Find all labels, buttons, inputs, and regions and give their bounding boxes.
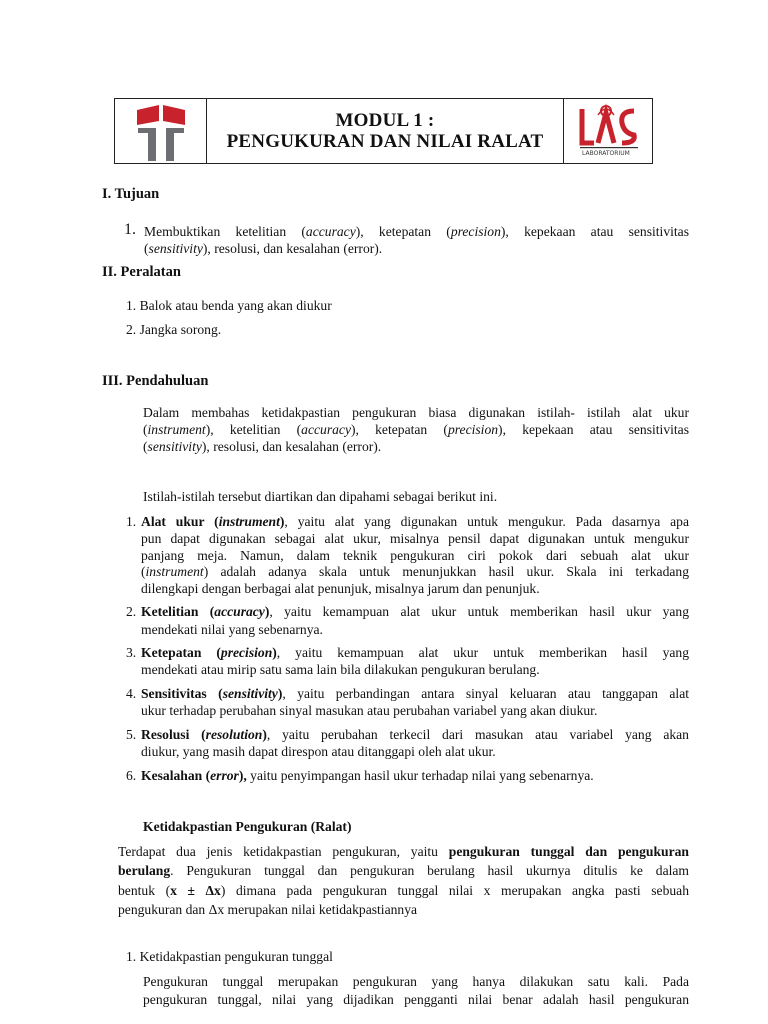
ralat-sub1-line2: pengukuran tunggal, nilai yang dijadikan pengganti nilai benar adalah hasil pengukuran: [143, 992, 689, 1007]
lab-logo-cell: [563, 99, 652, 163]
def2-line2: mendekati nilai yang sebenarnya.: [141, 622, 323, 637]
ralat-p-line4: pengukuran dan Δx merupakan nilai ketidakpastiannya: [118, 902, 418, 917]
def1-line1: Alat ukur (instrument), yaitu alat yang digunakan untuk mengukur. Pada dasarnya apa: [141, 514, 689, 529]
def1-number: 1.: [126, 514, 137, 529]
university-logo-cell: [115, 99, 207, 163]
module-title-line1: MODUL 1 :: [335, 110, 435, 131]
pendahuluan-p1-line2: (instrument), ketelitian (accuracy), ketepatan (precision), kepekaan atau sensitivitas: [143, 422, 690, 437]
peralatan-item-2: 2. Jangka sorong.: [126, 322, 222, 337]
pendahuluan-p1-line1: Dalam membahas ketidakpastian pengukuran biasa digunakan istilah- istilah alat ukur: [143, 405, 689, 420]
section-tujuan-heading: I. Tujuan: [102, 186, 160, 202]
ralat-sub1-heading: 1. Ketidakpastian pengukuran tunggal: [126, 949, 333, 964]
pendahuluan-intro: Istilah-istilah tersebut diartikan dan dipahami sebagai berikut ini.: [143, 489, 498, 504]
tujuan-item-line2: (sensitivity), resolusi, dan kesalahan (error).: [144, 241, 383, 256]
university-logo: [115, 99, 206, 163]
def6-number: 6.: [126, 768, 137, 783]
def3-line2: mendekati atau mirip satu sama lain bila dilakukan pengukuran berulang.: [141, 662, 540, 677]
ralat-p-line2: berulang. Pengukuran tunggal dan pengukuran berulang hasil ukurnya ditulis ke dalam: [118, 863, 689, 878]
module-title-line2: PENGUKURAN DAN NILAI RALAT: [226, 131, 544, 152]
def3-number: 3.: [126, 645, 137, 660]
ralat-heading: Ketidakpastian Pengukuran (Ralat): [143, 819, 352, 834]
peralatan-item-1: 1. Balok atau benda yang akan diukur: [126, 298, 332, 313]
tujuan-item-number: 1.: [124, 221, 136, 238]
def5-number: 5.: [126, 727, 137, 742]
ralat-sub1-line1: Pengukuran tunggal merupakan pengukuran yang hanya dilakukan satu kali. Pada: [143, 974, 689, 989]
def2-number: 2.: [126, 604, 137, 619]
pendahuluan-p1-line3: (sensitivity), resolusi, dan kesalahan (error).: [143, 439, 382, 454]
def4-line2: ukur terhadap perubahan sinyal masukan atau perubahan variabel yang akan diukur.: [141, 703, 598, 718]
section-pendahuluan-heading: III. Pendahuluan: [102, 373, 209, 389]
def1-line5: dilengkapi dengan berbagai alat penunjuk, misalnya jarum dan penunjuk.: [141, 581, 540, 596]
def4-number: 4.: [126, 686, 137, 701]
def1-line3: panjang meja. Namun, dalam teknik pengukuran ciri pokok dari sebuah alat ukur: [141, 548, 689, 563]
def1-line4: (instrument) adalah adanya skala untuk menunjukkan hasil ukur. Skala ini terkadang: [141, 564, 689, 579]
def2-line1: Ketelitian (accuracy), yaitu kemampuan alat ukur untuk memberikan hasil ukur yang: [141, 604, 690, 619]
laboratory-logo: [564, 99, 652, 163]
def3-line1: Ketepatan (precision), yaitu kemampuan alat ukur untuk memberikan hasil yang: [141, 645, 690, 660]
lab-logo-text: LABORATORIUM: [582, 150, 630, 157]
ralat-p-line3: bentuk (x ± Δx) dimana pada pengukuran tunggal nilai x merupakan angka pasti sebuah: [118, 883, 689, 898]
def5-line2: diukur, yang masih dapat direspon atau ditanggapi oleh alat ukur.: [141, 744, 496, 759]
def1-line2: pun dapat digunakan sebagai alat ukur, misalnya pensil dapat digunakan untuk mengukur: [141, 531, 689, 546]
section-peralatan-heading: II. Peralatan: [102, 264, 181, 280]
module-title: [207, 99, 563, 163]
tujuan-item-line1: Membuktikan ketelitian (accuracy), ketepatan (precision), kepekaan atau sensitivitas: [144, 224, 690, 239]
def6-line1: Kesalahan (error), yaitu penyimpangan hasil ukur terhadap nilai yang sebenarnya.: [141, 768, 594, 783]
ralat-p-line1: Terdapat dua jenis ketidakpastian pengukuran, yaitu pengukuran tunggal dan pengukuran: [118, 844, 689, 859]
def5-line1: Resolusi (resolution), yaitu perubahan terkecil dari masukan atau variabel yang akan: [141, 727, 689, 742]
def4-line1: Sensitivitas (sensitivity), yaitu perbandingan antara sinyal keluaran atau tanggapan alat: [141, 686, 690, 701]
module-header: [114, 98, 653, 164]
